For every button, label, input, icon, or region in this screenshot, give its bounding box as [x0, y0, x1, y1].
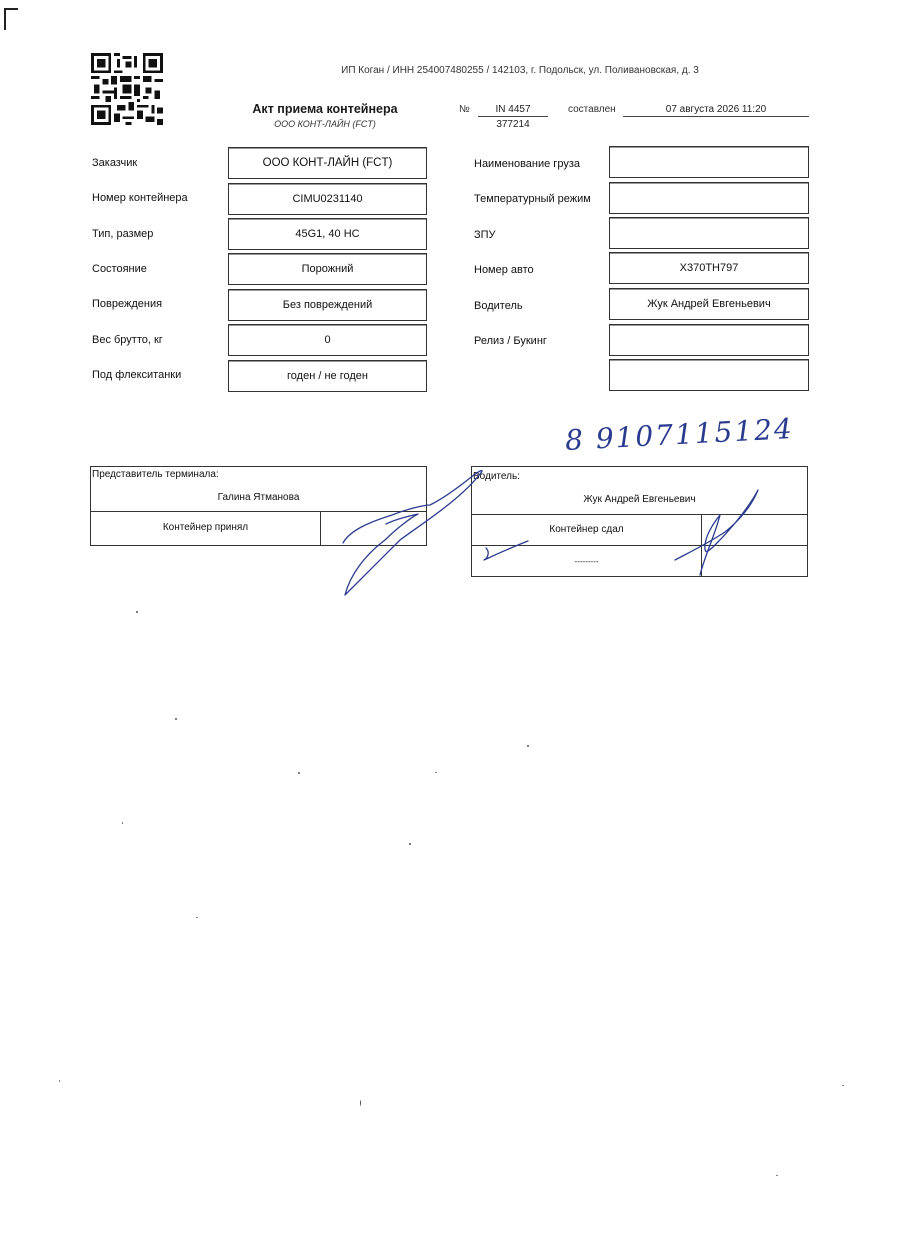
- number-sign-label: №: [459, 104, 470, 115]
- field-value-driver: Жук Андрей Евгеньевич: [609, 288, 809, 320]
- handwritten-number: 8 9107115124: [564, 412, 795, 457]
- field-label-flexitank: Под флекситанки: [92, 369, 182, 381]
- driver-handed-label: Контейнер сдал: [549, 524, 624, 535]
- driver-signature: [484, 490, 758, 575]
- document-number-secondary: 377214: [496, 119, 530, 130]
- field-label-gross-weight: Вес брутто, кг: [92, 334, 163, 346]
- field-value-gross-weight: 0: [228, 324, 427, 356]
- field-label-temperature: Температурный режим: [474, 193, 591, 205]
- document-number: IN 4457: [478, 104, 548, 117]
- field-value-vehicle-number: Х370ТН797: [609, 252, 809, 284]
- field-label-customer: Заказчик: [92, 157, 138, 169]
- driver-label: Водитель:: [473, 471, 520, 482]
- terminal-rep-label: Представитель терминала:: [92, 469, 219, 480]
- driver-name: Жук Андрей Евгеньевич: [583, 494, 696, 505]
- field-value-state: Порожний: [228, 253, 427, 285]
- field-value-customer: ООО КОНТ-ЛАЙН (FCT): [228, 147, 427, 179]
- field-value-container-number: CIMU0231140: [228, 183, 427, 215]
- field-value-damage: Без повреждений: [228, 289, 427, 321]
- field-label-driver: Водитель: [474, 300, 523, 312]
- field-label-state: Состояние: [92, 263, 147, 275]
- driver-dashes: ---------: [574, 557, 599, 566]
- terminal-rep-name: Галина Ятманова: [217, 492, 300, 503]
- terminal-accepted-label: Контейнер принял: [162, 522, 249, 533]
- document-subtitle: ООО КОНТ-ЛАЙН (FCT): [274, 119, 376, 129]
- field-label-seal: ЗПУ: [474, 229, 496, 241]
- company-details-line: ИП Коган / ИНН 254007480255 / 142103, г. Подольск, ул. Поливановская, д. 3: [341, 65, 699, 76]
- field-label-damage: Повреждения: [92, 298, 163, 310]
- field-label-type-size: Тип, размер: [92, 228, 154, 240]
- terminal-signature: [343, 471, 482, 595]
- field-label-container-number: Номер контейнера: [92, 192, 188, 204]
- field-label-release-booking: Релиз / Букинг: [474, 335, 547, 347]
- field-label-vehicle-number: Номер авто: [474, 264, 534, 276]
- field-value-flexitank: годен / не годен: [228, 360, 427, 392]
- document-date: 07 августа 2026 11:20: [623, 104, 809, 117]
- composed-label: составлен: [568, 104, 616, 115]
- field-label-cargo-name: Наименование груза: [474, 158, 580, 170]
- field-value-type-size: 45G1, 40 HC: [228, 218, 427, 250]
- document-title: Акт приема контейнера: [252, 102, 398, 116]
